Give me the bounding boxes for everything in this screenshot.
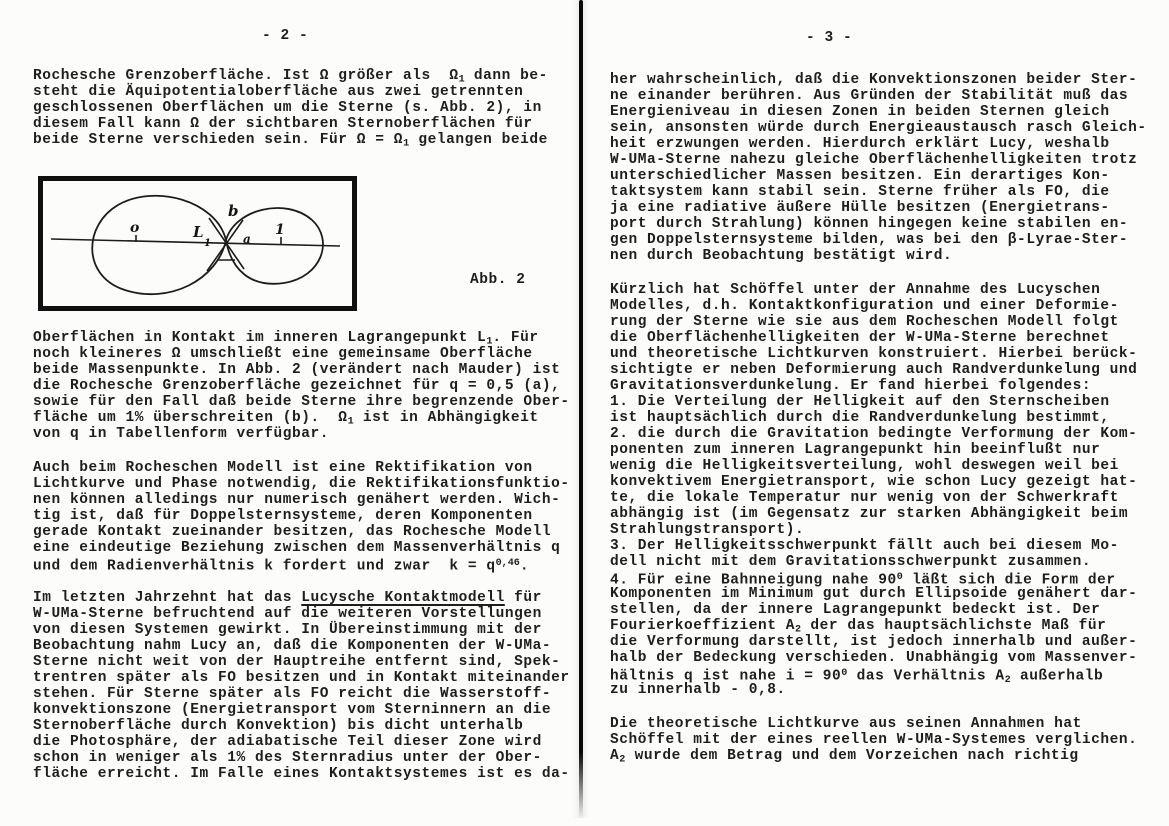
text-line: port durch Strahlung) können hingegen keine stabilen en- <box>610 216 1129 232</box>
page-2 <box>33 28 575 782</box>
figure-caption: Abb. 2 <box>470 272 526 288</box>
text-line: trentren später als FO besitzen und in Kontakt miteinander <box>33 670 570 686</box>
text-line: gen Doppelsternsysteme bilden, was bei den β-Lyrae-Ster- <box>610 232 1129 248</box>
paragraph <box>33 590 575 782</box>
paragraph <box>610 716 1158 764</box>
text-line: hältnis q ist nahe $i = 90^0$ das Verhältnis $A_2$ außerhalb <box>610 668 1104 687</box>
text-line: 3. Der Helligkeitsschwerpunkt fällt auch bei diesem Mo- <box>610 538 1119 554</box>
text-line: ponenten zum inneren Lagrangepunkt hin beeinflußt nur <box>610 442 1101 458</box>
text-line: Modelles, d.h. Kontaktkonfiguration und einer Deformie- <box>610 298 1119 314</box>
text-line: unterschiedlicher Massen besitzen. Ein derartiges Kon- <box>610 168 1110 184</box>
text-line: Rochesche Grenzoberfläche. Ist Ω größer als $\Omega_1$ dann be- <box>33 68 548 86</box>
text-line: fläche um 1% überschreiten (b). $\Omega_1$ ist in Abhängigkeit <box>33 410 539 428</box>
text-line: von q in Tabellenform verfügbar. <box>33 426 330 442</box>
text-line: die Oberflächenhelligkeiten der W-UMa-Sterne berechnet <box>610 330 1110 346</box>
page-3-body <box>610 72 1158 764</box>
text-line: ne einander berühren. Aus Gründen der Stabilität muß das <box>610 88 1129 104</box>
text-line: geschlossenen Oberflächen um die Sterne (s. Abb. 2), in <box>33 100 542 116</box>
text-line: sowie für den Fall daß beide Sterne ihre begrenzende Ober- <box>33 394 570 410</box>
text-line: ja eine radiative äußere Hülle besitzen (Energietrans- <box>610 200 1110 216</box>
text-line: sichtigte er neben Deformierung auch Randverdunkelung und <box>610 362 1138 378</box>
paragraph <box>33 330 575 442</box>
text-line: und dem Radienverhältnis k fordert und zwar $k = q^{0,46}$. <box>33 558 530 575</box>
page-2-number: - 2 - <box>262 28 309 44</box>
text-line: Sternoberfläche durch Konvektion) bis dicht unterhalb <box>33 718 524 734</box>
text-line: gerade Kontakt zueinander besitzen, das Rochesche Modell <box>33 524 552 540</box>
figure-abb2 <box>33 176 575 311</box>
text-line: Oberflächen in Kontakt im inneren Lagrangepunkt $L_1$. Für <box>33 330 539 348</box>
text-line: abhängig ist (im Gegensatz zur starken Abhängigkeit beim <box>610 506 1129 522</box>
text-line: Beobachtung nahm Lucy an, daß die Komponenten der W-UMa- <box>33 638 552 654</box>
text-line: taktsystem kann stabil sein. Sterne früher als FO, die <box>610 184 1110 200</box>
text-line: konvektionszone (Energietransport vom Sterninnern an die <box>33 702 552 718</box>
left-mass-label: o <box>130 220 140 236</box>
text-line: Gravitationsverdunkelung. Er fand hierbei folgendes: <box>610 378 1092 394</box>
text-line: Schöffel mit der eines reellen W-UMa-Systemes verglichen. <box>610 732 1138 748</box>
text-line: Im letzten Jahrzehnt hat das Lucysche Kontaktmodell für <box>33 590 542 606</box>
text-line: dell nicht mit dem Gravitationsschwerpunkt zusammen. <box>610 554 1092 570</box>
text-line: wenig die Helligkeitsverteilung, wohl deswegen weil bei <box>610 458 1119 474</box>
lagrange-sub-label: 1 <box>204 238 212 249</box>
text-line: tig ist, daß für Doppelsternsysteme, deren Komponenten <box>33 508 533 524</box>
text-line: Strahlungstransport). <box>610 522 805 538</box>
text-line: eine eindeutige Beziehung zwischen dem Massenverhältnis q <box>33 540 561 556</box>
text-line: die Photosphäre, der adiabatische Teil dieser Zone wird <box>33 734 542 750</box>
page-3 <box>610 30 1158 764</box>
paragraph <box>610 282 1158 698</box>
text-line: und theoretische Lichtkurven konstruiert. Hierbei berück- <box>610 346 1138 362</box>
text-line: Die theoretische Lichtkurve aus seinen Annahmen hat <box>610 716 1082 732</box>
text-line: Auch beim Rocheschen Modell ist eine Rektifikation von <box>33 460 533 476</box>
text-line: diesem Fall kann Ω der sichtbaren Sternoberflächen für <box>33 116 533 132</box>
text-line: nen können alledings nur numerisch genähert werden. Wich- <box>33 492 561 508</box>
text-line: nen durch Beobachtung bestätigt wird. <box>610 248 953 264</box>
text-line: noch kleineres Ω umschließt eine gemeinsame Oberfläche <box>33 346 533 362</box>
text-line: Kürzlich hat Schöffel unter der Annahme des Lucyschen <box>610 282 1101 298</box>
right-mass-label: 1 <box>275 222 286 238</box>
curve-a-label: a <box>243 232 252 246</box>
page-3-number: - 3 - <box>806 30 853 46</box>
text-line: $A_2$ wurde dem Betrag und dem Vorzeichen nach richtig <box>610 748 1079 766</box>
text-line: te, die lokale Temperatur nur wenig von der Schwerkraft <box>610 490 1119 506</box>
text-line: stehen. Für Sterne später als FO reicht die Wasserstoff- <box>33 686 552 702</box>
text-line: W-UMa-Sterne befruchtend auf die weiteren Vorstellungen <box>33 606 542 622</box>
figure-frame <box>41 179 355 309</box>
curve-b-cross-2 <box>207 220 243 271</box>
text-line: Lichtkurve und Phase notwendig, die Rektifikationsfunktio- <box>33 476 570 492</box>
text-line: Energieniveau in diesen Zonen in beiden Sternen gleich <box>610 104 1110 120</box>
text-line: beide Sterne verschieden sein. Für $\Omega = \Omega_1$ gelangen beide <box>33 132 548 150</box>
text-line: ist hauptsächlich durch die Randverdunkelung bestimmt, <box>610 410 1110 426</box>
text-line: die Verformung darstellt, ist jedoch innerhalb und außer- <box>610 634 1138 650</box>
page-2-intro <box>33 68 575 148</box>
text-line: schon in weniger als 1% des Sternradius unter der Ober- <box>33 750 542 766</box>
curve-b-label: b <box>228 202 240 220</box>
text-line: Sterne nicht weit von der Hauptreihe entfernt sind, Spek- <box>33 654 561 670</box>
page-2-body <box>33 330 575 782</box>
roche-lobe-diagram <box>38 176 357 311</box>
text-line: zu innerhalb - 0,8. <box>610 682 786 698</box>
text-line: W-UMa-Sterne nahezu gleiche Oberflächenhelligkeiten trotz <box>610 152 1138 168</box>
lagrange-label: L <box>193 223 205 241</box>
book-spine <box>579 0 583 818</box>
text-line: 2. die durch die Gravitation bedingte Verformung der Kom- <box>610 426 1138 442</box>
text-line: Fourierkoeffizient $A_2$ der das hauptsächlichste Maß für <box>610 618 1107 636</box>
text-line: stellen, da der innere Lagrangepunkt bedeckt ist. Der <box>610 602 1101 618</box>
text-line: rung der Sterne wie sie aus dem Rocheschen Modell folgt <box>610 314 1119 330</box>
paragraph <box>33 460 575 575</box>
text-line: 1. Die Verteilung der Helligkeit auf den Sternscheiben <box>610 394 1110 410</box>
text-line: 4. Für eine Bahnneigung nahe $90^0$ läßt sich die Form der <box>610 572 1116 589</box>
text-line: beide Massenpunkte. In Abb. 2 (verändert nach Mauder) ist <box>33 362 561 378</box>
text-line: konvektivem Energietransport, wie schon Lucy gezeigt hat- <box>610 474 1138 490</box>
text-line: heit erzwungen werden. Hierdurch erklärt Lucy, weshalb <box>610 136 1110 152</box>
text-line: sein, ansonsten würde durch Energieaustausch rasch Gleich- <box>610 120 1147 136</box>
text-line: von diesen Systemen gewirkt. In Übereinstimmung mit der <box>33 622 542 638</box>
text-line: steht die Äquipotentialoberfläche aus zwei getrennten <box>33 84 524 100</box>
text-line: die Rochesche Grenzoberfläche gezeichnet für q = 0,5 (a), <box>33 378 561 394</box>
text-line: halb der Bedeckung verschieden. Unabhängig vom Massenver- <box>610 650 1138 666</box>
text-line: Komponenten im Minimum gut durch Ellipsoide genähert dar- <box>610 586 1138 602</box>
paragraph <box>610 72 1158 264</box>
text-line: her wahrscheinlich, daß die Konvektionszonen beider Ster- <box>610 72 1138 88</box>
paragraph <box>33 68 575 148</box>
text-line: fläche erreicht. Im Falle eines Kontaktsystemes ist es da- <box>33 766 570 782</box>
